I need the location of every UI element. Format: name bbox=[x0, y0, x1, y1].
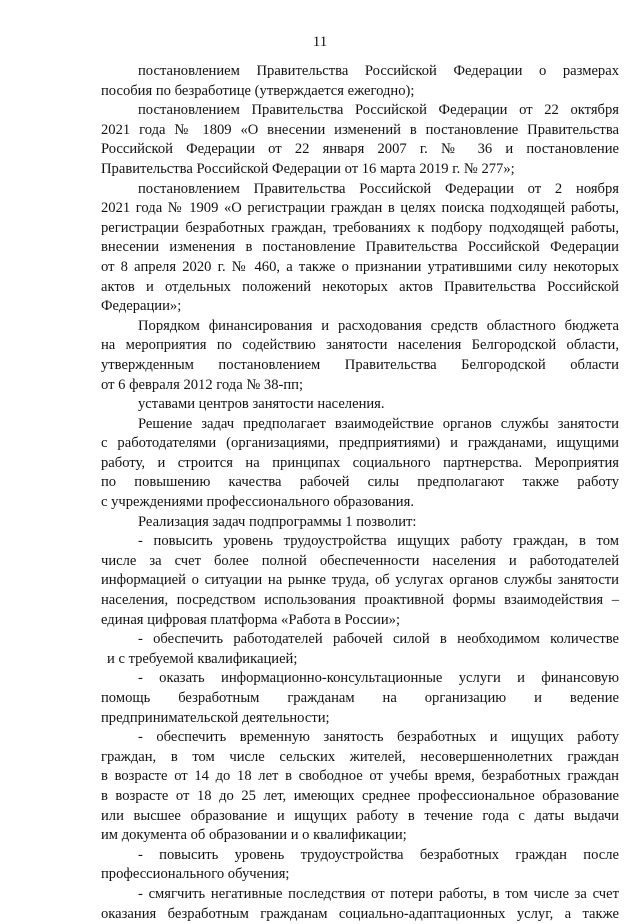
text-line: работу, и строится на принципах социального партнерства. Мероприятия bbox=[101, 454, 619, 471]
text-line: уставами центров занятости населения. bbox=[138, 396, 385, 413]
text-line: единая цифровая платформа «Работа в России»; bbox=[101, 611, 401, 628]
text-line: населения, посредством использования проактивной формы взаимодействия – bbox=[101, 592, 619, 609]
document-body bbox=[101, 62, 619, 924]
text-line: информацией о ситуации на рынке труда, об услугах органов службы занятости bbox=[101, 572, 619, 589]
text-line: в возрасте от 18 до 25 лет, имеющих среднее профессиональное образование bbox=[101, 787, 619, 804]
text-line: от 6 февраля 2012 года № 38-пп; bbox=[101, 376, 304, 393]
text-line: - смягчить негативные последствия от потери работы, в том числе за счет bbox=[138, 885, 619, 902]
text-line: - повысить уровень трудоустройства безработных граждан после bbox=[138, 846, 619, 863]
text-line: помощь безработным гражданам на организацию и ведение bbox=[101, 690, 619, 706]
text-line: и с требуемой квалификацией; bbox=[107, 650, 298, 667]
text-line: по повышению качества рабочей силы предполагают также работу bbox=[101, 474, 619, 491]
text-line: или высшее образование и ищущих работу в течение года с даты выдачи bbox=[101, 807, 619, 824]
text-line: 2021 года № 1909 «О регистрации граждан в целях поиска подходящей работы, bbox=[101, 200, 619, 217]
text-line: актов и отдельных положений некоторых актов Правительства Российской bbox=[101, 278, 619, 295]
text-line: - обеспечить временную занятость безработных и ищущих работу bbox=[138, 729, 619, 746]
text-line: пособия по безработице (утверждается ежегодно); bbox=[101, 82, 415, 99]
text-line: утвержденным постановлением Правительства Белгородской области bbox=[101, 356, 619, 373]
page-number: 11 bbox=[312, 34, 328, 50]
text-line: с учреждениями профессионального образования. bbox=[101, 494, 414, 511]
text-line: Федерации»; bbox=[101, 298, 182, 315]
text-line: постановлением Правительства Российской Федерации от 22 октября bbox=[138, 102, 619, 119]
text-line: числе за счет более полной обеспеченности населения и работодателей bbox=[101, 552, 619, 569]
text-line: регистрации безработных граждан, требованиях к подбору подходящей работы, bbox=[101, 219, 619, 236]
text-line: предпринимательской деятельности; bbox=[101, 709, 330, 726]
text-line: - оказать информационно-консультационные услуги и финансовую bbox=[138, 670, 619, 687]
text-line: граждан, в том числе сельских жителей, несовершеннолетних граждан bbox=[101, 748, 619, 765]
text-line: им документа об образовании и о квалификации; bbox=[101, 827, 407, 844]
text-line: постановлением Правительства Российской Федерации от 2 ноября bbox=[138, 180, 619, 197]
text-line: Правительства Российской Федерации от 16 марта 2019 г. № 277»; bbox=[101, 160, 515, 177]
text-line: Российской Федерации от 22 января 2007 г. № 36 и постановление bbox=[101, 141, 619, 158]
text-line: Решение задач предполагает взаимодействие органов службы занятости bbox=[138, 415, 619, 432]
text-line: оказания безработным гражданам социально-адаптационных услуг, а также bbox=[101, 905, 619, 922]
text-line: профессионального обучения; bbox=[101, 866, 290, 883]
text-line: от 8 апреля 2020 г. № 460, а также о признании утратившими силу некоторых bbox=[101, 258, 619, 275]
text-line: - повысить уровень трудоустройства ищущих работу граждан, в том bbox=[138, 533, 619, 550]
text-line: внесении изменения в постановление Правительства Российской Федерации bbox=[101, 239, 619, 256]
text-line: постановлением Правительства Российской Федерации о размерах bbox=[138, 63, 619, 79]
text-line: Порядком финансирования и расходования средств областного бюджета bbox=[138, 317, 619, 334]
text-line: с работодателями (организациями, предприятиями) и гражданами, ищущими bbox=[101, 435, 619, 452]
text-line: Реализация задач подпрограммы 1 позволит: bbox=[138, 513, 417, 530]
text-line: на мероприятия по содействию занятости населения Белгородской области, bbox=[101, 337, 619, 354]
text-line: - обеспечить работодателей рабочей силой в необходимом количестве bbox=[138, 631, 619, 648]
text-line: 2021 года № 1809 «О внесении изменений в постановление Правительства bbox=[101, 121, 619, 138]
text-line: в возрасте от 14 до 18 лет в свободное от учебы время, безработных граждан bbox=[101, 768, 619, 785]
